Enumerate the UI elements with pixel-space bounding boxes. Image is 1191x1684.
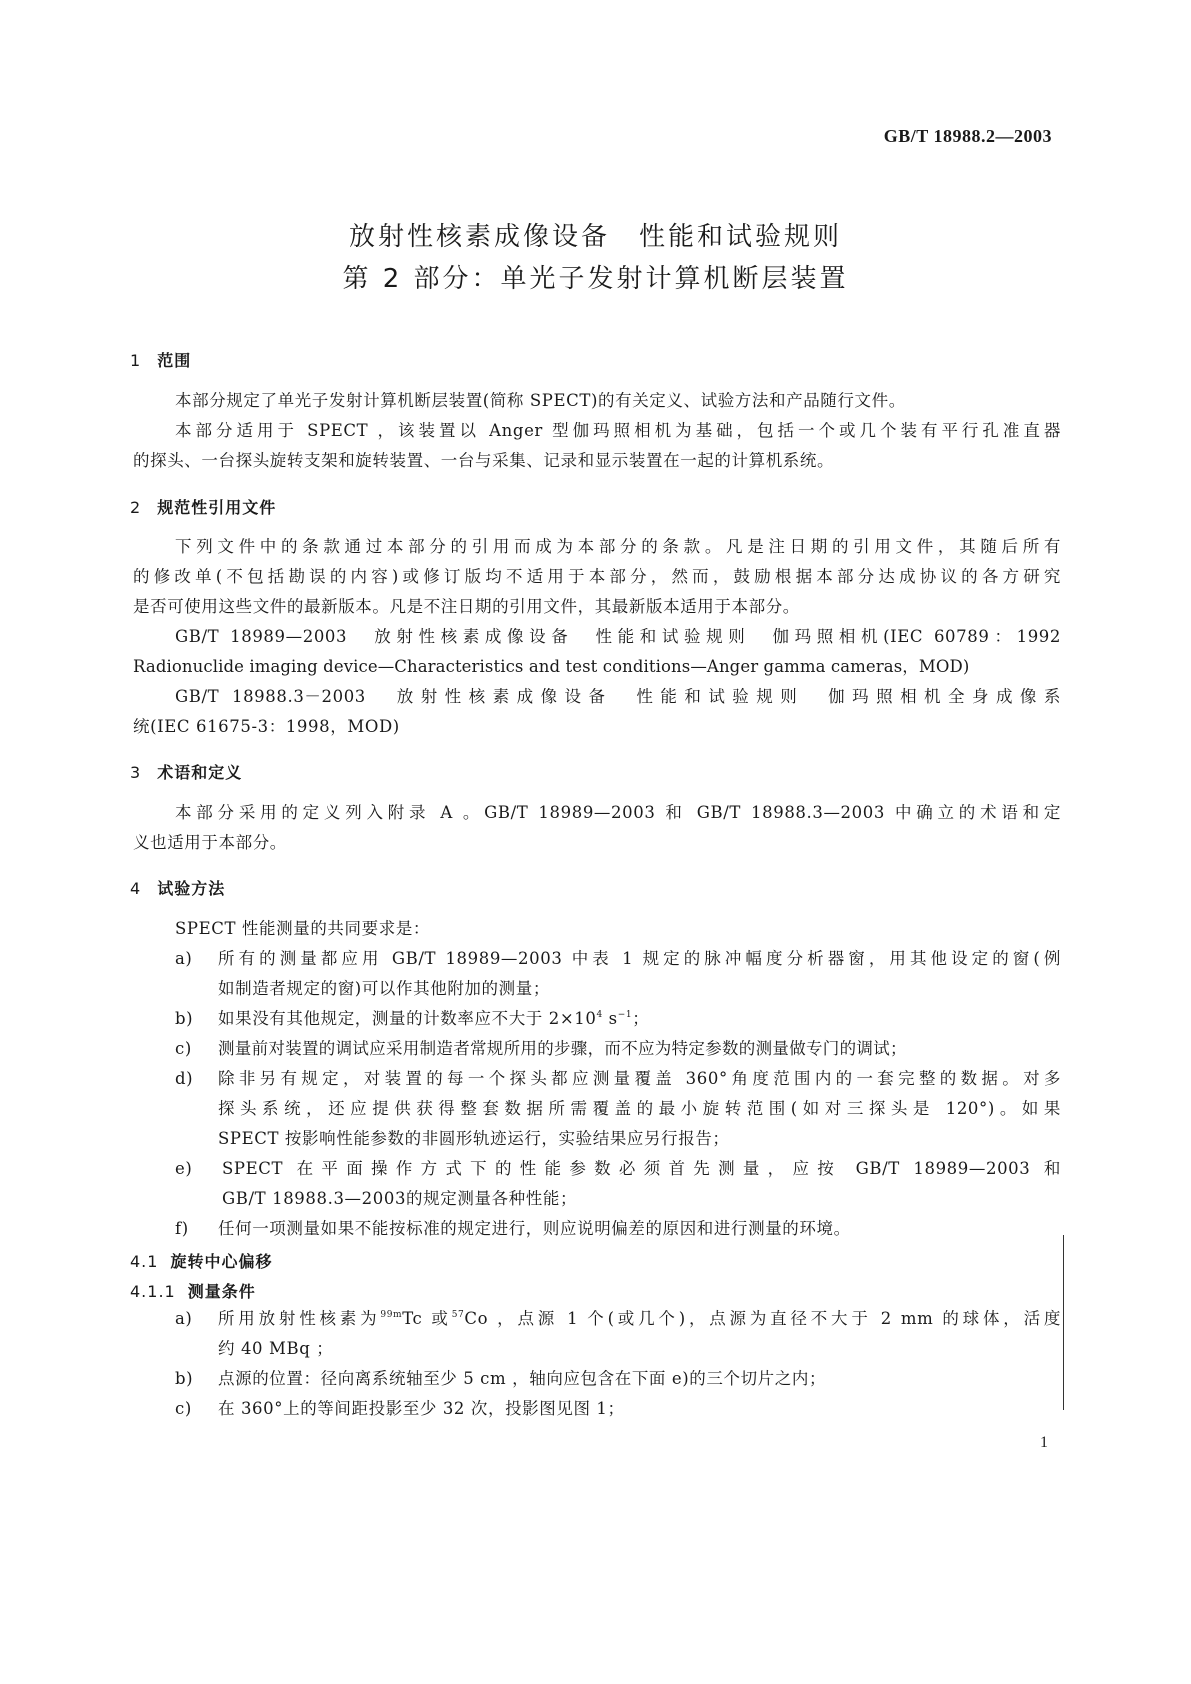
paragraph: 的探头、一台探头旋转支架和旋转装置、一台与采集、记录和显示装置在一起的计算机系统。 bbox=[133, 451, 835, 470]
list-label: c) bbox=[175, 1399, 192, 1418]
list-label: f) bbox=[175, 1219, 189, 1238]
list-label: d) bbox=[175, 1069, 194, 1088]
list-item: 约 40 MBq ； bbox=[218, 1339, 334, 1358]
list-item bbox=[218, 1009, 649, 1029]
list-item: 如制造者规定的窗)可以作其他附加的测量； bbox=[218, 979, 550, 998]
paragraph: 义也适用于本部分。 bbox=[133, 833, 287, 852]
list-item: 任何一项测量如果不能按标准的规定进行，则应说明偏差的原因和进行测量的环境。 bbox=[218, 1219, 851, 1238]
superscript: 57 bbox=[451, 1310, 465, 1320]
section-number: 4.1.1 bbox=[130, 1282, 176, 1301]
paragraph: 是否可使用这些文件的最新版本。凡是不注日期的引用文件，其最新版本适用于本部分。 bbox=[133, 597, 800, 616]
paragraph: 本部分规定了单光子发射计算机断层装置(简称 SPECT)的有关定义、试验方法和产品随行文件。 bbox=[175, 391, 906, 410]
superscript: 4 bbox=[596, 1010, 603, 1020]
list-label: e) bbox=[175, 1159, 193, 1178]
margin-change-bar bbox=[1063, 1235, 1064, 1410]
section-4-1-1-heading bbox=[130, 1279, 256, 1302]
list-label: a) bbox=[175, 1309, 193, 1328]
list-label: b) bbox=[175, 1009, 194, 1028]
superscript: −1 bbox=[617, 1010, 633, 1020]
paragraph: SPECT 性能测量的共同要求是： bbox=[175, 919, 431, 938]
section-number: 4 bbox=[130, 879, 142, 898]
list-item: 在 360°上的等间距投影至少 32 次，投影图见图 1； bbox=[218, 1399, 625, 1418]
list-item: GB/T 18988.3—2003的规定测量各种性能； bbox=[222, 1189, 578, 1208]
section-number: 3 bbox=[130, 763, 142, 782]
section-title: 试验方法 bbox=[157, 879, 226, 898]
list-item-text: 如果没有其他规定，测量的计数率应不大于 2×10 bbox=[218, 1009, 597, 1028]
superscript: 99m bbox=[380, 1310, 403, 1320]
section-title: 范围 bbox=[157, 351, 192, 370]
reference-entry: Radionuclide imaging device—Characteristics and test conditions—Anger gamma cameras，MOD) bbox=[133, 657, 970, 676]
list-item-text: Co ，点源 1 个(或几个)，点源为直径不大于 2 mm 的球体，活度 bbox=[464, 1309, 1061, 1328]
paragraph: 的修改单(不包括勘误的内容)或修订版均不适用于本部分，然而，鼓励根据本部分达成协议的各方研究 bbox=[133, 567, 1061, 586]
list-item-text: 所用放射性核素为 bbox=[218, 1309, 381, 1328]
section-4-heading bbox=[130, 876, 225, 899]
reference-entry: GB/T 18989—2003 放射性核素成像设备 性能和试验规则 伽玛照相机(IEC 60789：1992 bbox=[175, 627, 1061, 646]
list-item-text: Tc 或 bbox=[402, 1309, 452, 1328]
list-item-text: ； bbox=[632, 1009, 650, 1028]
list-label: b) bbox=[175, 1369, 194, 1388]
list-item: 探头系统，还应提供获得整套数据所需覆盖的最小旋转范围(如对三探头是 120°)。如果 bbox=[218, 1099, 1061, 1118]
section-2-heading bbox=[130, 495, 276, 518]
paragraph: 本部分适用于 SPECT ，该装置以 Anger 型伽玛照相机为基础，包括一个或几个装有平行孔准直器 bbox=[175, 421, 1061, 440]
section-title: 规范性引用文件 bbox=[157, 498, 277, 517]
paragraph: 本部分采用的定义列入附录 A 。GB/T 18989—2003 和 GB/T 18988.3—2003 中确立的术语和定 bbox=[175, 803, 1061, 822]
list-item: SPECT 按影响性能参数的非圆形轨迹运行，实验结果应另行报告； bbox=[218, 1129, 730, 1148]
document-title-line2: 第 2 部分：单光子发射计算机断层装置 bbox=[342, 264, 849, 294]
section-title: 旋转中心偏移 bbox=[170, 1252, 273, 1271]
section-title: 术语和定义 bbox=[157, 763, 243, 782]
list-item: 测量前对装置的调试应采用制造者常规所用的步骤，而不应为特定参数的测量做专门的调试； bbox=[218, 1039, 907, 1058]
list-label: a) bbox=[175, 949, 193, 968]
list-item-text: s bbox=[602, 1009, 618, 1028]
list-item: 点源的位置：径向离系统轴至少 5 cm ，轴向应包含在下面 e)的三个切片之内； bbox=[218, 1369, 827, 1388]
document-title-line1: 放射性核素成像设备 性能和试验规则 bbox=[348, 222, 842, 252]
list-item: SPECT 在平面操作方式下的性能参数必须首先测量，应按 GB/T 18989—2003 和 bbox=[222, 1159, 1061, 1178]
reference-entry: GB/T 18988.3－2003 放射性核素成像设备 性能和试验规则 伽玛照相机全身成像系 bbox=[175, 687, 1061, 706]
paragraph: 下列文件中的条款通过本部分的引用而成为本部分的条款。凡是注日期的引用文件，其随后所有 bbox=[175, 537, 1061, 556]
list-item bbox=[218, 1309, 1061, 1329]
standard-code: GB/T 18988.2—2003 bbox=[883, 126, 1052, 146]
section-number: 1 bbox=[130, 351, 142, 370]
section-3-heading bbox=[130, 760, 242, 783]
list-item: 除非另有规定，对装置的每一个探头都应测量覆盖 360°角度范围内的一套完整的数据。对多 bbox=[218, 1069, 1061, 1088]
section-number: 2 bbox=[130, 498, 142, 517]
section-4-1-heading bbox=[130, 1249, 272, 1272]
section-number: 4.1 bbox=[130, 1252, 159, 1271]
list-label: c) bbox=[175, 1039, 192, 1058]
reference-entry: 统(IEC 61675-3：1998，MOD) bbox=[133, 717, 400, 736]
section-title: 测量条件 bbox=[187, 1282, 256, 1301]
section-1-heading bbox=[130, 348, 191, 371]
list-item: 所有的测量都应用 GB/T 18989—2003 中表 1 规定的脉冲幅度分析器窗，用其他设定的窗(例 bbox=[218, 949, 1061, 968]
page-number: 1 bbox=[1040, 1434, 1048, 1451]
